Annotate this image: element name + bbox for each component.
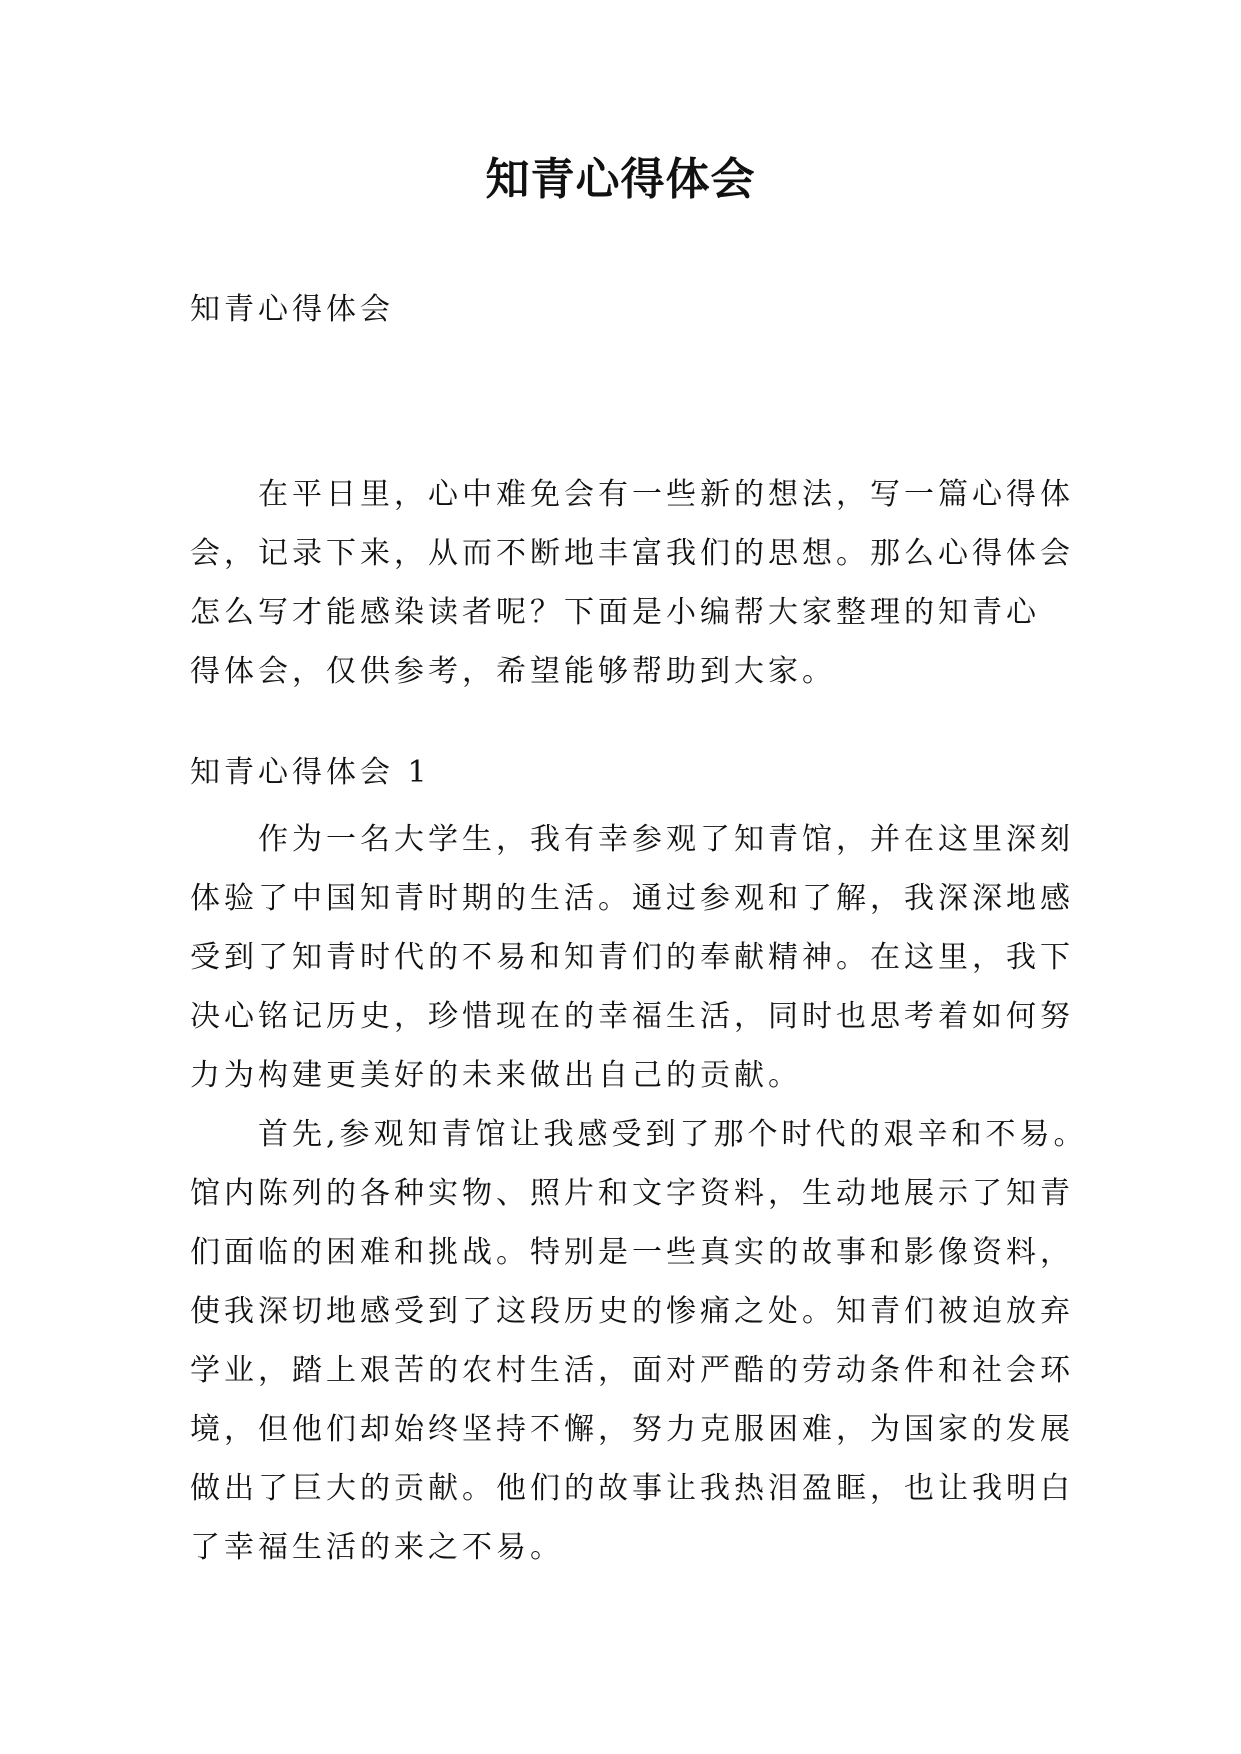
body-line: 作为一名大学生，我有幸参观了知青馆，并在这里深刻: [258, 822, 1074, 857]
body-line: 学业，踏上艰苦的农村生活，面对严酷的劳动条件和社会环: [190, 1353, 1074, 1388]
intro-line: 会，记录下来，从而不断地丰富我们的思想。那么心得体会: [190, 536, 1074, 571]
body-line: 首先,参观知青馆让我感受到了那个时代的艰辛和不易。: [258, 1117, 1088, 1152]
body-line: 馆内陈列的各种实物、照片和文字资料，生动地展示了知青: [190, 1176, 1074, 1211]
intro-paragraph: [190, 465, 1074, 701]
document-subtitle: 知青心得体会: [190, 292, 394, 327]
body-line: 决心铭记历史，珍惜现在的幸福生活，同时也思考着如何努: [190, 999, 1074, 1034]
section-body: [190, 810, 1088, 1577]
body-line: 做出了巨大的贡献。他们的故事让我热泪盈眶，也让我明白: [190, 1471, 1074, 1506]
body-line: 们面临的困难和挑战。特别是一些真实的故事和影像资料，: [190, 1235, 1074, 1270]
body-line: 境，但他们却始终坚持不懈，努力克服困难，为国家的发展: [190, 1412, 1074, 1447]
body-line: 使我深切地感受到了这段历史的惨痛之处。知青们被迫放弃: [190, 1294, 1074, 1329]
section-heading: 知青心得体会 1: [190, 755, 431, 790]
body-line: 体验了中国知青时期的生活。通过参观和了解，我深深地感: [190, 881, 1074, 916]
intro-line: 怎么写才能感染读者呢？下面是小编帮大家整理的知青心: [190, 595, 1040, 630]
body-line: 力为构建更美好的未来做出自己的贡献。: [190, 1058, 802, 1093]
body-line: 受到了知青时代的不易和知青们的奉献精神。在这里，我下: [190, 940, 1074, 975]
body-line: 了幸福生活的来之不易。: [190, 1530, 564, 1565]
document-title: 知青心得体会: [485, 154, 756, 205]
intro-line: 得体会，仅供参考，希望能够帮助到大家。: [190, 654, 836, 689]
intro-line: 在平日里，心中难免会有一些新的想法，写一篇心得体: [258, 477, 1074, 512]
